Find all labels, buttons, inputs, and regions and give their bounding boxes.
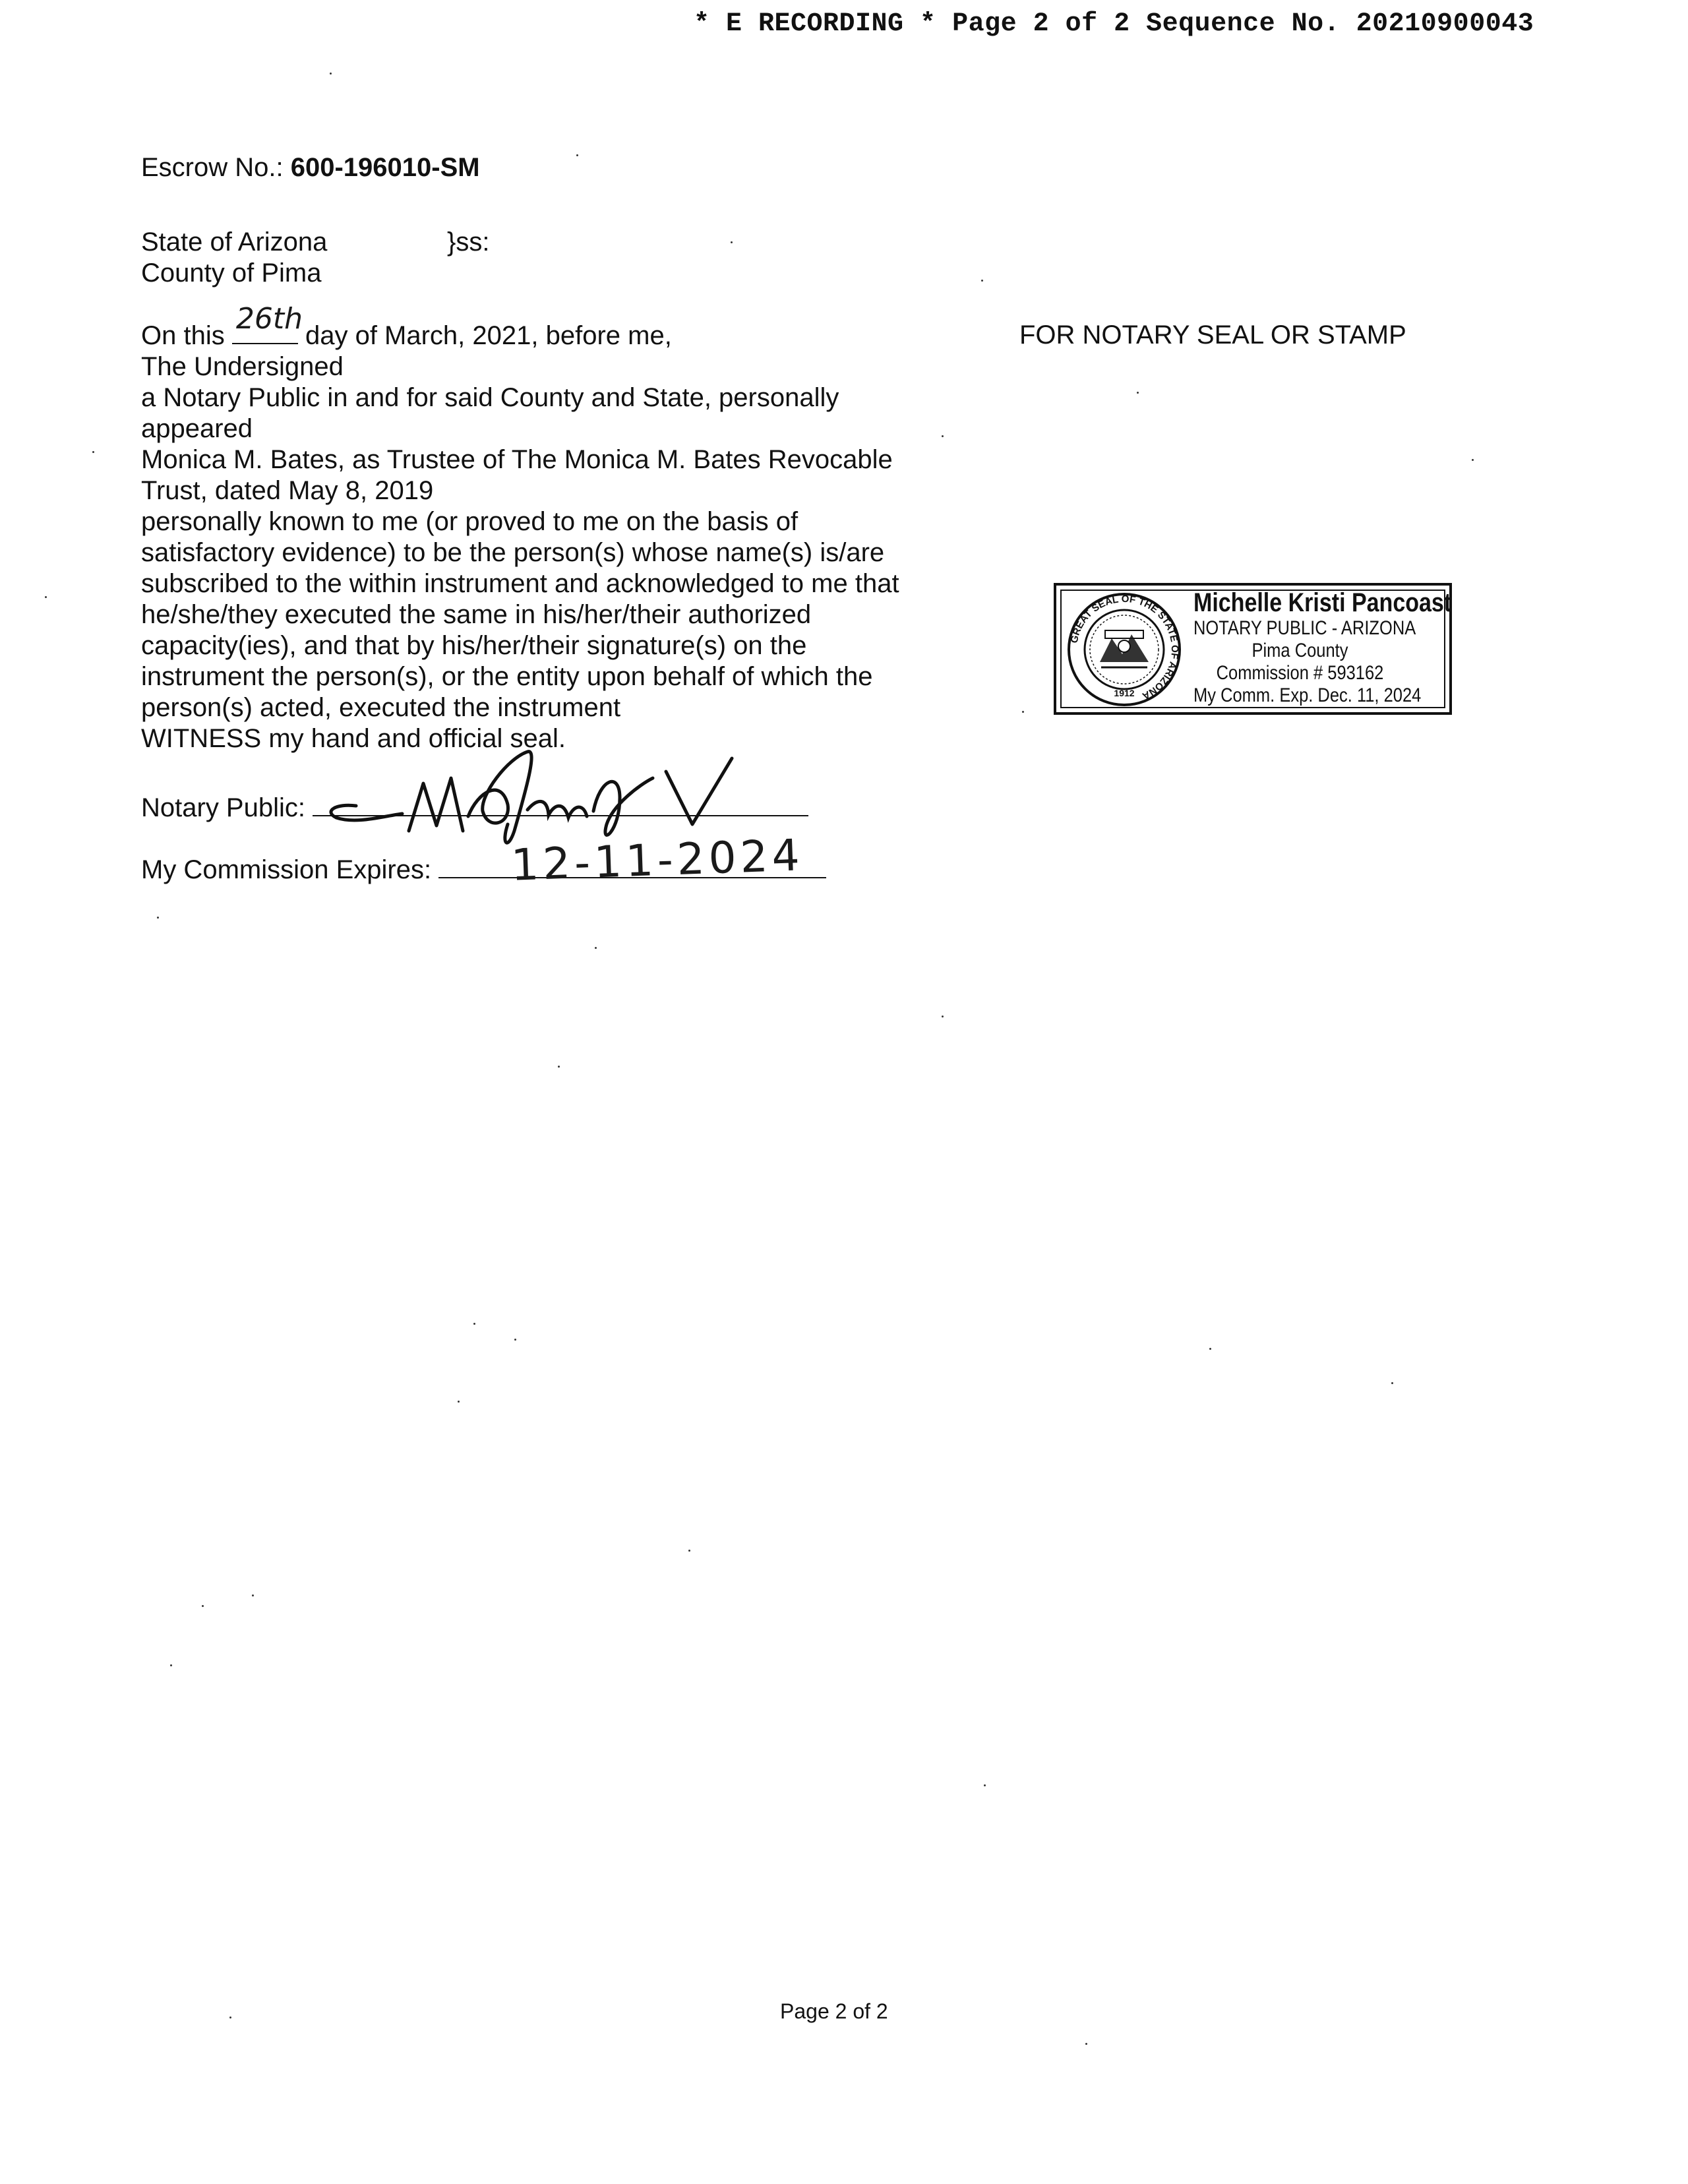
ack-line-7: personally known to me (or proved to me on the basis of [141, 507, 799, 536]
day-blank [232, 302, 303, 344]
seal-ring-text: GREAT SEAL OF THE STATE OF ARIZONA [1068, 593, 1181, 702]
escrow-line [141, 153, 480, 183]
stamp-expiration: My Comm. Exp. Dec. 11, 2024 [1193, 684, 1422, 706]
page-number: Page 2 of 2 [780, 1999, 888, 2023]
notary-signature [310, 732, 785, 857]
acknowledgment-block [141, 302, 899, 754]
ack-line-13: person(s) acted, executed the instrument [141, 693, 621, 722]
notary-public-label: Notary Public: [141, 793, 305, 822]
stamp-commission: Commission # 593162 [1216, 662, 1384, 684]
scan-speck [731, 241, 733, 243]
scan-speck [595, 947, 597, 949]
notary-stamp [1054, 583, 1452, 715]
stamp-title: NOTARY PUBLIC - ARIZONA [1193, 617, 1416, 639]
venue-block [141, 227, 490, 289]
venue-state: State of Arizona [141, 228, 328, 257]
scan-speck [576, 154, 578, 156]
day-handwritten: 26th [235, 302, 303, 336]
scan-speck [157, 917, 159, 919]
stamp-notary-name: Michelle Kristi Pancoast [1193, 588, 1452, 617]
ack-date-line [141, 302, 899, 351]
scan-speck [252, 1594, 254, 1596]
scan-speck [45, 596, 47, 598]
escrow-number: 600-196010-SM [290, 153, 480, 182]
ack-line-12: instrument the person(s), or the entity upon behalf of which the [141, 662, 873, 691]
recording-header: * E RECORDING * Page 2 of 2 Sequence No. 20210900043 [694, 9, 1534, 39]
scan-speck [688, 1550, 690, 1552]
ack-line-4: appeared [141, 414, 253, 443]
ack-line-10: he/she/they executed the same in his/her/their authorized [141, 600, 812, 629]
scan-speck [984, 1784, 986, 1786]
ack-line-8: satisfactory evidence) to be the person(s) whose name(s) is/are [141, 538, 885, 567]
scan-speck [1391, 1382, 1393, 1384]
ack-line-5: Monica M. Bates, as Trustee of The Monica M. Bates Revocable [141, 445, 893, 474]
ack-line-6: Trust, dated May 8, 2019 [141, 476, 434, 505]
escrow-label: Escrow No.: [141, 153, 284, 182]
scan-speck [458, 1401, 460, 1403]
stamp-text-block [1193, 588, 1452, 707]
venue-ss: }ss: [447, 228, 490, 257]
ack-line-11: capacity(ies), and that by his/her/their signature(s) on the [141, 631, 807, 660]
venue-county: County of Pima [141, 258, 322, 288]
scan-speck [558, 1066, 560, 1068]
scan-speck [1472, 459, 1474, 461]
scan-speck [981, 280, 983, 282]
ack-officer: The Undersigned [141, 352, 344, 381]
ack-witness: WITNESS my hand and official seal. [141, 724, 566, 753]
scan-speck [170, 1664, 172, 1666]
scan-speck [473, 1323, 475, 1325]
scan-speck [229, 2017, 231, 2018]
seal-year: 1912 [1114, 688, 1135, 698]
scan-speck [514, 1339, 516, 1341]
scan-speck [1085, 2043, 1087, 2045]
commission-label: My Commission Expires: [141, 855, 432, 884]
ack-line-9: subscribed to the within instrument and acknowledged to me that [141, 569, 899, 598]
scan-speck [942, 1016, 944, 1017]
scan-speck [1137, 392, 1139, 394]
scan-speck [1209, 1348, 1211, 1350]
scan-speck [202, 1605, 204, 1607]
scan-speck [942, 435, 944, 437]
commission-handwritten: 12-11-2024 [510, 830, 804, 891]
scan-speck [92, 451, 94, 453]
ack-date-rest: day of March, 2021, before me, [305, 321, 672, 350]
seal-area-label: FOR NOTARY SEAL OR STAMP [1019, 320, 1406, 349]
ack-line-3: a Notary Public in and for said County and State, personally [141, 383, 839, 412]
scan-speck [1022, 711, 1024, 713]
scan-speck [330, 73, 332, 75]
ack-on-this: On this [141, 321, 225, 350]
arizona-seal-icon [1066, 591, 1183, 708]
stamp-county: Pima County [1251, 640, 1348, 661]
